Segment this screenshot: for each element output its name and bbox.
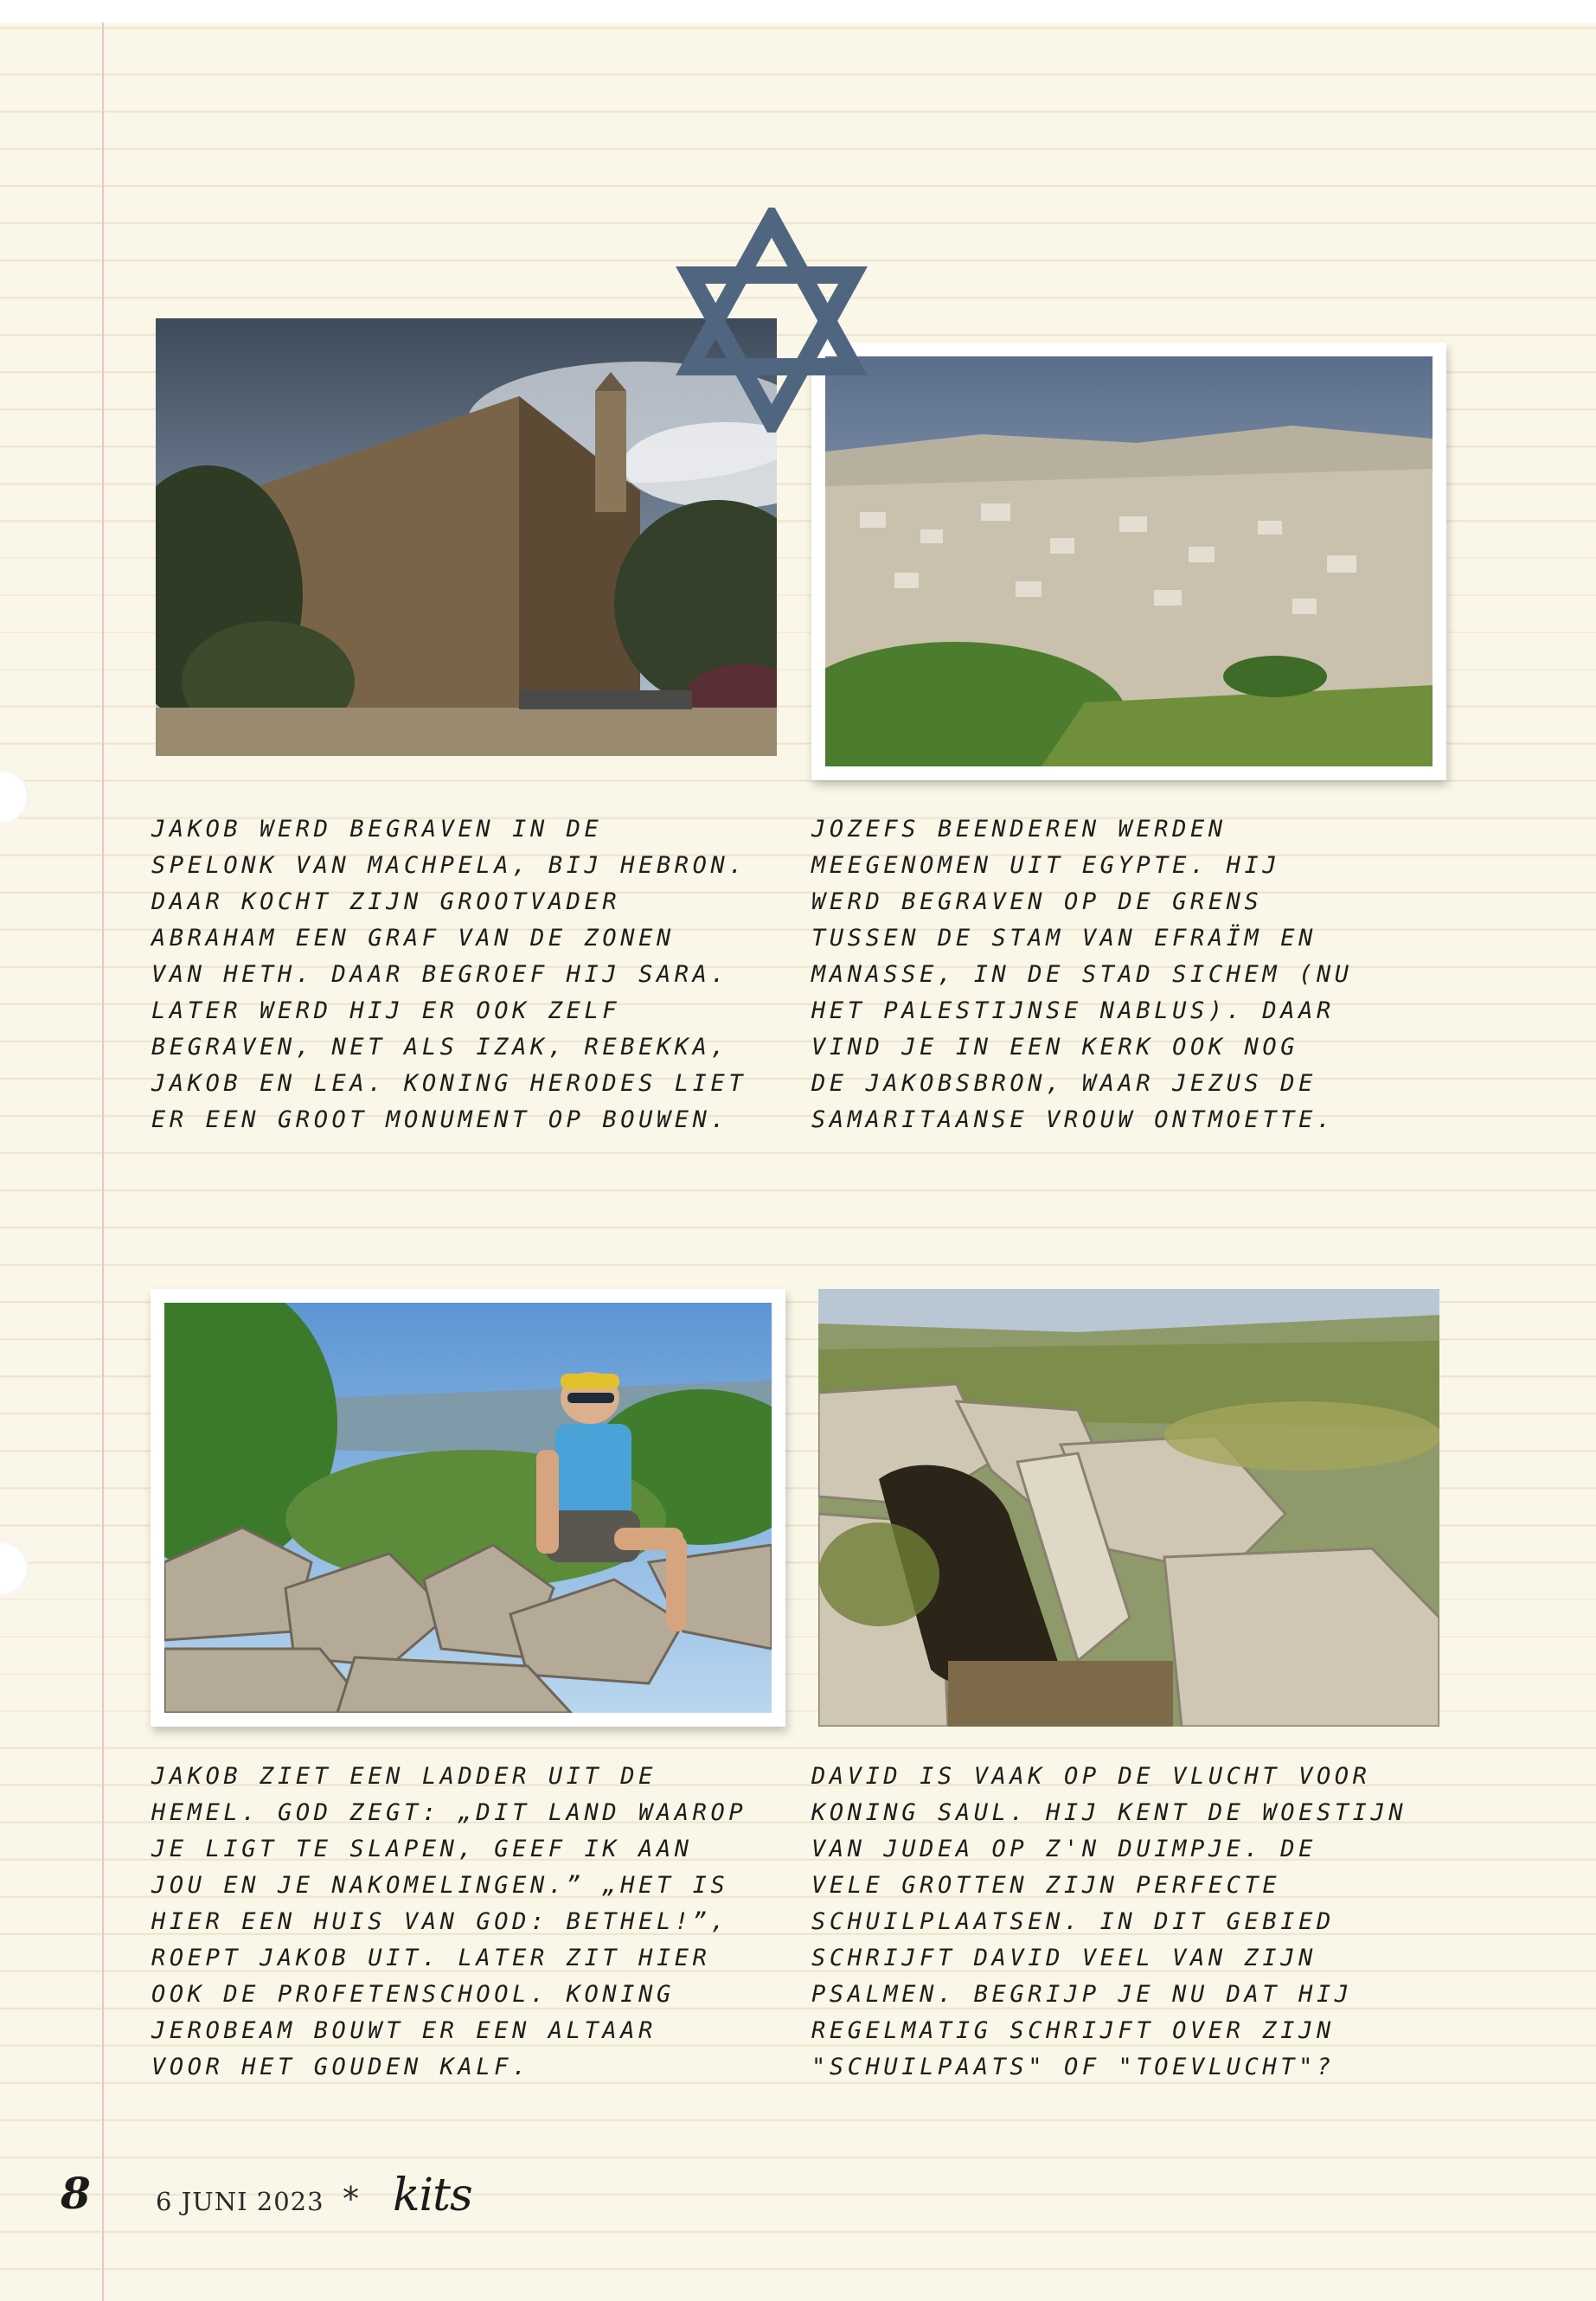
caption-line: PSALMEN. BEGRIJP JE NU DAT HIJ xyxy=(811,1981,1353,2008)
caption-line: WERD BEGRAVEN OP DE GRENS xyxy=(811,888,1263,915)
photo-judea-caves xyxy=(818,1289,1439,1727)
caption-line: ABRAHAM EEN GRAF VAN DE ZONEN xyxy=(151,925,675,952)
caption-line: BEGRAVEN, NET ALS IZAK, REBEKKA, xyxy=(151,1034,729,1061)
magazine-page xyxy=(0,22,1596,2301)
caption-line: "SCHUILPAATS" OF "TOEVLUCHT"? xyxy=(811,2054,1335,2080)
caption-judea xyxy=(811,1759,1407,2086)
caption-line: VAN JUDEA OP Z'N DUIMPJE. DE xyxy=(811,1836,1317,1862)
caption-line: SPELONK VAN MACHPELA, BIJ HEBRON. xyxy=(151,852,747,879)
caption-line: REGELMATIG SCHRIJFT OVER ZIJN xyxy=(811,2017,1335,2044)
caption-line: JE LIGT TE SLAPEN, GEEF IK AAN xyxy=(151,1836,693,1862)
caption-line: SCHRIJFT DAVID VEEL VAN ZIJN xyxy=(811,1945,1317,1971)
star-of-david-icon xyxy=(675,208,869,433)
caption-bethel xyxy=(151,1759,747,2086)
caption-line: VIND JE IN EEN KERK OOK NOG xyxy=(811,1034,1299,1061)
caption-hebron xyxy=(151,811,747,1138)
issue-date: 6 JUNI 2023 xyxy=(156,2187,324,2216)
caption-line: JAKOB ZIET EEN LADDER UIT DE xyxy=(151,1763,657,1790)
caption-line: HIER EEN HUIS VAN GOD: BETHEL!”, xyxy=(151,1908,729,1935)
caption-line: JOZEFS BEENDEREN WERDEN xyxy=(811,816,1227,843)
caption-line: HEMEL. GOD ZEGT: „DIT LAND WAAROP xyxy=(151,1799,747,1826)
caption-line: VELE GROTTEN ZIJN PERFECTE xyxy=(811,1872,1281,1899)
binder-hole xyxy=(0,1541,29,1595)
caption-line: HET PALESTIJNSE NABLUS). DAAR xyxy=(811,997,1335,1024)
brand-logo: kits xyxy=(393,2170,472,2221)
caption-line: JAKOB WERD BEGRAVEN IN DE xyxy=(151,816,603,843)
caption-line: ROEPT JAKOB UIT. LATER ZIT HIER xyxy=(151,1945,711,1971)
caption-line: DE JAKOBSBRON, WAAR JEZUS DE xyxy=(811,1070,1317,1097)
caption-line: TUSSEN DE STAM VAN EFRAÏM EN xyxy=(811,925,1317,952)
page-footer xyxy=(0,2168,1596,2228)
caption-line: VAN HETH. DAAR BEGROEF HIJ SARA. xyxy=(151,961,729,988)
caption-line: SAMARITAANSE VROUW ONTMOETTE. xyxy=(811,1106,1335,1133)
caption-line: LATER WERD HIJ ER OOK ZELF xyxy=(151,997,621,1024)
caption-line: MEEGENOMEN UIT EGYPTE. HIJ xyxy=(811,852,1281,879)
binder-hole xyxy=(0,770,29,824)
caption-line: OOK DE PROFETENSCHOOL. KONING xyxy=(151,1981,675,2008)
caption-line: JEROBEAM BOUWT ER EEN ALTAAR xyxy=(151,2017,657,2044)
photo-nablus xyxy=(811,343,1446,780)
caption-line: DAAR KOCHT ZIJN GROOTVADER xyxy=(151,888,621,915)
caption-line: MANASSE, IN DE STAD SICHEM (NU xyxy=(811,961,1353,988)
caption-line: ER EEN GROOT MONUMENT OP BOUWEN. xyxy=(151,1106,729,1133)
caption-sichem xyxy=(811,811,1353,1138)
margin-line xyxy=(102,22,104,2301)
caption-line: JAKOB EN LEA. KONING HERODES LIET xyxy=(151,1070,747,1097)
caption-line: DAVID IS VAAK OP DE VLUCHT VOOR xyxy=(811,1763,1371,1790)
caption-line: JOU EN JE NAKOMELINGEN.” „HET IS xyxy=(151,1872,729,1899)
caption-line: KONING SAUL. HIJ KENT DE WOESTIJN xyxy=(811,1799,1407,1826)
caption-line: VOOR HET GOUDEN KALF. xyxy=(151,2054,530,2080)
photo-bethel xyxy=(151,1289,785,1727)
caption-line: SCHUILPLAATSEN. IN DIT GEBIED xyxy=(811,1908,1335,1935)
page-number: 8 xyxy=(61,2168,91,2219)
asterisk-separator-icon: * xyxy=(343,2180,359,2218)
